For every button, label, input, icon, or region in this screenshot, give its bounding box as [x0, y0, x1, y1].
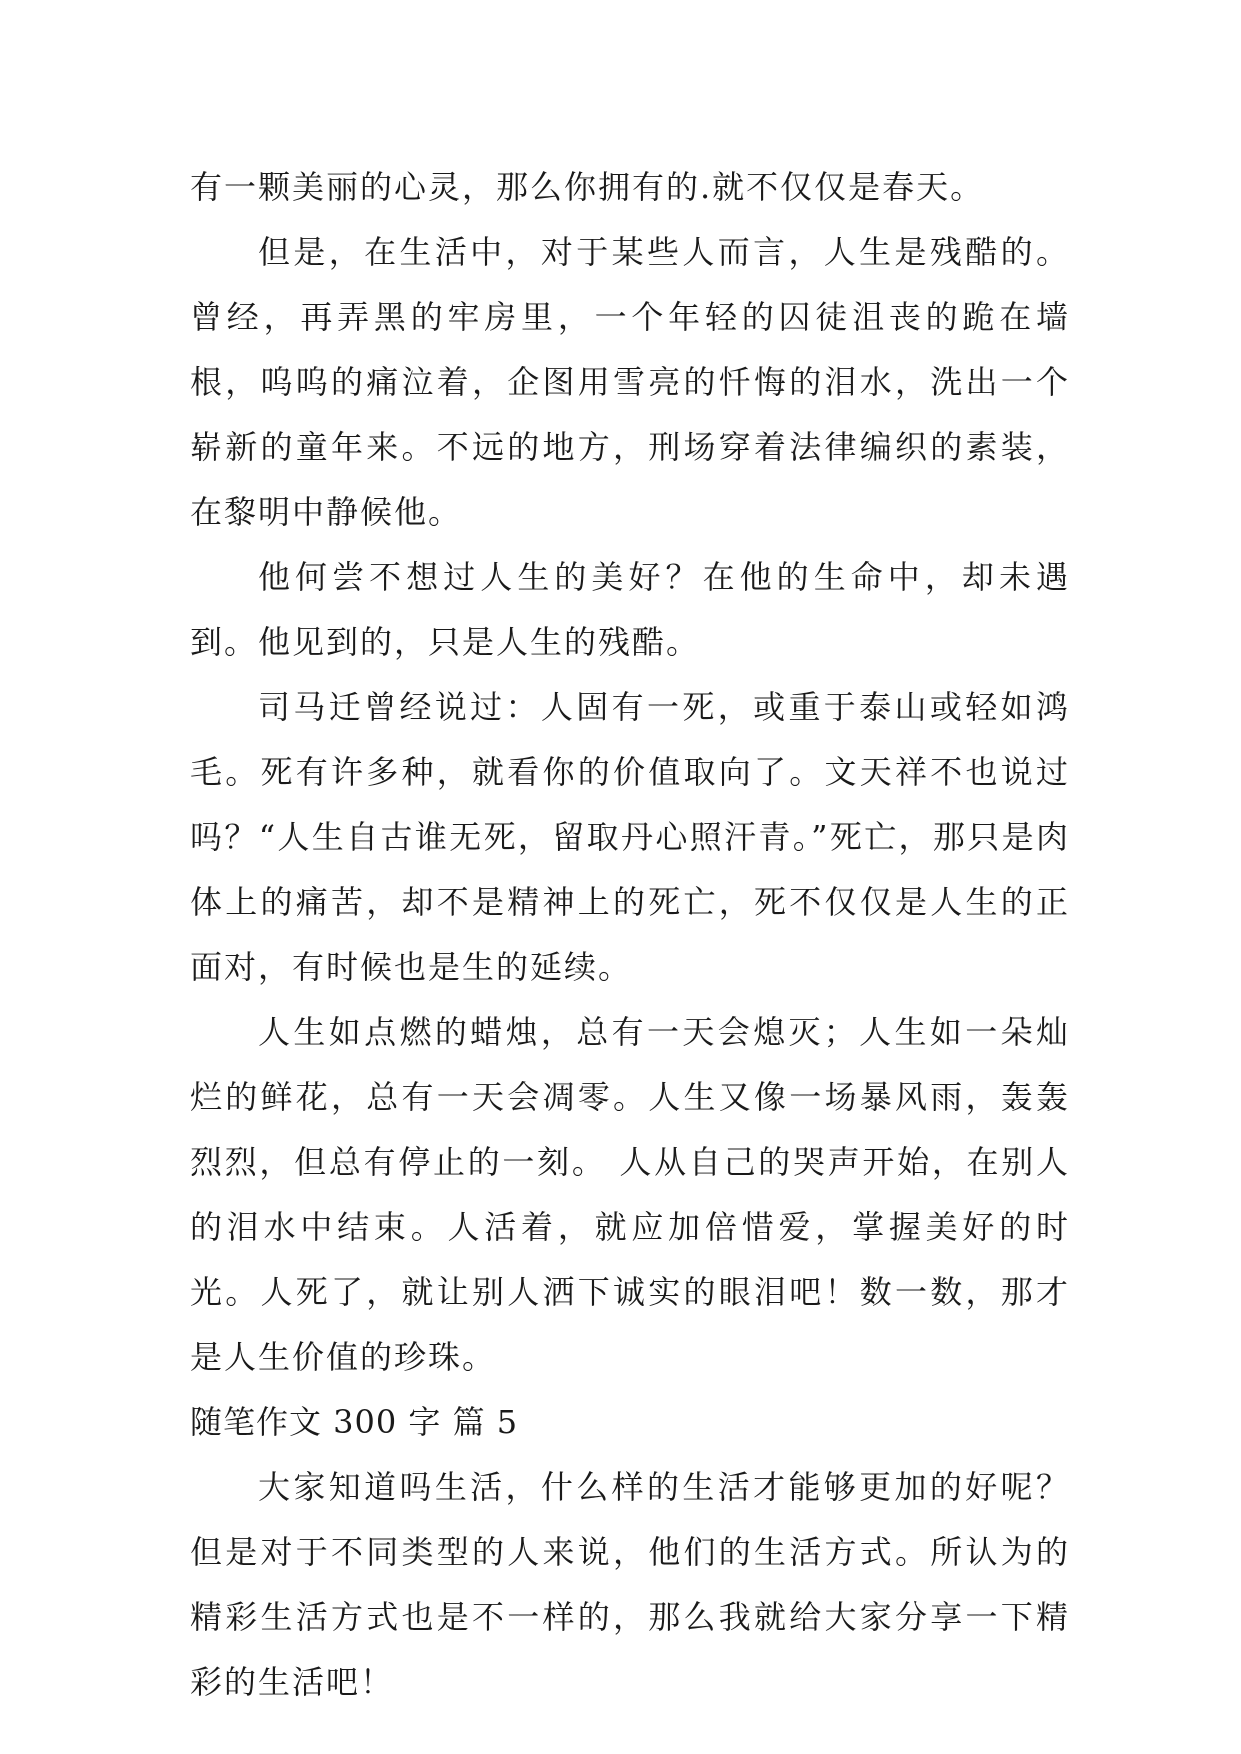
- paragraph-6: 大家知道吗生活，什么样的生活才能够更加的好呢？但是对于不同类型的人来说，他们的生活方式。所认为的精彩生活方式也是不一样的，那么我就给大家分享一下精彩的生活吧！: [190, 1468, 1070, 1701]
- paragraph-3: 他何尝不想过人生的美好？在他的生命中，却未遇到。他见到的，只是人生的残酷。: [190, 558, 1070, 661]
- document-body: [190, 155, 1070, 1715]
- paragraph-5: 人生如点燃的蜡烛，总有一天会熄灭；人生如一朵灿烂的鲜花，总有一天会凋零。人生又像一场暴风雨，轰轰烈烈，但总有停止的一刻。 人从自己的哭声开始，在别人的泪水中结束。人活着，就应加倍惜爱，掌握美好的时光。人死了，就让别人洒下诚实的眼泪吧！数一数，那才是人生价值的珍珠。: [190, 1013, 1070, 1376]
- paragraph-1: 有一颗美丽的心灵，那么你拥有的.就不仅仅是春天。: [190, 168, 985, 206]
- paragraph-4: 司马迁曾经说过：人固有一死，或重于泰山或轻如鸿毛。死有许多种，就看你的价值取向了。文天祥不也说过吗？“人生自古谁无死，留取丹心照汗青。”死亡，那只是肉体上的痛苦，却不是精神上的死亡，死不仅仅是人生的正面对，有时候也是生的延续。: [190, 688, 1070, 986]
- section-heading: 随笔作文 300 字 篇 5: [190, 1403, 519, 1441]
- paragraph-2: 但是，在生活中，对于某些人而言，人生是残酷的。曾经，再弄黑的牢房里，一个年轻的囚徒沮丧的跪在墙根，呜呜的痛泣着，企图用雪亮的忏悔的泪水，洗出一个崭新的童年来。不远的地方，刑场穿着法律编织的素装，在黎明中静候他。: [190, 233, 1070, 531]
